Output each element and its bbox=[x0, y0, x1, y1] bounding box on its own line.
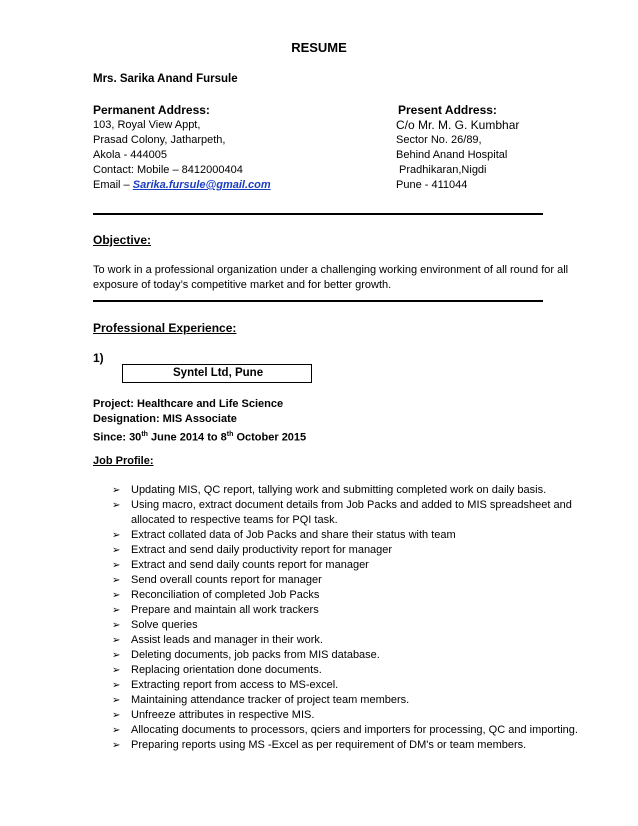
list-item-text: Prepare and maintain all work trackers bbox=[131, 604, 319, 616]
present-address-line: Pradhikaran,Nigdi bbox=[396, 164, 487, 176]
list-item bbox=[112, 588, 582, 603]
list-item bbox=[112, 738, 582, 753]
objective-text bbox=[93, 263, 568, 293]
list-item bbox=[112, 543, 582, 558]
permanent-address-line: Akola - 444005 bbox=[93, 149, 167, 161]
designation-line: Designation: MIS Associate bbox=[93, 413, 237, 425]
list-item bbox=[112, 528, 582, 543]
email-label: Email – bbox=[93, 179, 133, 191]
present-address-line: Behind Anand Hospital bbox=[396, 149, 508, 161]
list-item-text: Extract collated data of Job Packs and share their status with team bbox=[131, 529, 456, 541]
list-item-text: Unfreeze attributes in respective MIS. bbox=[131, 709, 315, 721]
since-line bbox=[93, 427, 306, 446]
permanent-contact-line: Contact: Mobile – 8412000404 bbox=[93, 164, 243, 176]
list-item bbox=[112, 498, 582, 528]
experience-number: 1) bbox=[93, 351, 104, 365]
arrow-bullet-icon: ➢ bbox=[112, 635, 121, 646]
divider bbox=[93, 213, 543, 215]
present-address-heading: Present Address: bbox=[398, 103, 497, 117]
since-superscript: th bbox=[226, 431, 234, 438]
permanent-address-line: 103, Royal View Appt, bbox=[93, 119, 201, 131]
arrow-bullet-icon: ➢ bbox=[112, 710, 121, 721]
list-item-text: Extracting report from access to MS-excel. bbox=[131, 679, 339, 691]
list-item-text: Allocating documents to processors, qciers and importers for processing, QC and importing. bbox=[131, 724, 578, 736]
arrow-bullet-icon: ➢ bbox=[112, 680, 121, 691]
list-item bbox=[112, 693, 582, 708]
arrow-bullet-icon: ➢ bbox=[112, 695, 121, 706]
email-line bbox=[93, 178, 271, 193]
company-box bbox=[122, 364, 312, 383]
list-item bbox=[112, 558, 582, 573]
list-item bbox=[112, 648, 582, 663]
list-item-text: Assist leads and manager in their work. bbox=[131, 634, 323, 646]
present-address-block bbox=[396, 133, 507, 193]
job-profile-list bbox=[112, 483, 582, 753]
list-item-text: Replacing orientation done documents. bbox=[131, 664, 322, 676]
arrow-bullet-icon: ➢ bbox=[112, 500, 121, 511]
objective-heading: Objective: bbox=[93, 233, 152, 247]
list-item bbox=[112, 708, 582, 723]
list-item-text: Deleting documents, job packs from MIS database. bbox=[131, 649, 380, 661]
list-item-text: Preparing reports using MS -Excel as per requirement of DM's or team members. bbox=[131, 739, 527, 751]
since-text: Since: 30 bbox=[93, 431, 142, 444]
arrow-bullet-icon: ➢ bbox=[112, 665, 121, 676]
arrow-bullet-icon: ➢ bbox=[112, 545, 121, 556]
arrow-bullet-icon: ➢ bbox=[112, 740, 121, 751]
list-item-text: Using macro, extract document details from Job Packs and added to MIS spreadsheet and allocated to respective teams for PQI task. bbox=[131, 499, 572, 526]
list-item-text: Reconciliation of completed Job Packs bbox=[131, 589, 320, 601]
list-item bbox=[112, 723, 582, 738]
list-item bbox=[112, 483, 582, 498]
list-item bbox=[112, 573, 582, 588]
arrow-bullet-icon: ➢ bbox=[112, 605, 121, 616]
list-item-text: Extract and send daily productivity report for manager bbox=[131, 544, 393, 556]
arrow-bullet-icon: ➢ bbox=[112, 620, 121, 631]
list-item-text: Maintaining attendance tracker of project team members. bbox=[131, 694, 410, 706]
list-item-text: Solve queries bbox=[131, 619, 198, 631]
project-line: Project: Healthcare and Life Science bbox=[93, 398, 284, 410]
since-text: June 2014 to 8 bbox=[147, 431, 227, 444]
present-address-line: C/o Mr. M. G. Kumbhar bbox=[396, 118, 520, 132]
permanent-address-heading: Permanent Address: bbox=[93, 103, 210, 117]
present-address-line: Pune - 411044 bbox=[396, 179, 468, 191]
experience-heading: Professional Experience: bbox=[93, 321, 237, 335]
objective-text-line: exposure of today’s competitive market and for better growth. bbox=[93, 279, 392, 291]
resume-title: RESUME bbox=[291, 40, 347, 55]
permanent-address-block bbox=[93, 118, 271, 193]
present-address-line: Sector No. 26/89, bbox=[396, 134, 482, 146]
arrow-bullet-icon: ➢ bbox=[112, 650, 121, 661]
since-text: October 2015 bbox=[233, 431, 307, 444]
list-item bbox=[112, 663, 582, 678]
list-item bbox=[112, 603, 582, 618]
permanent-address-line: Prasad Colony, Jatharpeth, bbox=[93, 134, 226, 146]
company-name: Syntel Ltd, Pune bbox=[173, 367, 264, 379]
arrow-bullet-icon: ➢ bbox=[112, 590, 121, 601]
list-item-text: Extract and send daily counts report for manager bbox=[131, 559, 369, 571]
list-item bbox=[112, 618, 582, 633]
job-profile-heading: Job Profile: bbox=[93, 455, 154, 467]
arrow-bullet-icon: ➢ bbox=[112, 725, 121, 736]
arrow-bullet-icon: ➢ bbox=[112, 575, 121, 586]
list-item bbox=[112, 633, 582, 648]
arrow-bullet-icon: ➢ bbox=[112, 485, 121, 496]
divider bbox=[93, 300, 543, 302]
list-item bbox=[112, 678, 582, 693]
since-superscript: th bbox=[141, 431, 148, 438]
email-link[interactable]: Sarika.fursule@gmail.com bbox=[132, 179, 271, 191]
list-item-text: Updating MIS, QC report, tallying work and submitting completed work on daily basis. bbox=[131, 484, 547, 496]
candidate-name: Mrs. Sarika Anand Fursule bbox=[93, 73, 238, 85]
experience-meta bbox=[93, 397, 306, 446]
list-item-text: Send overall counts report for manager bbox=[131, 574, 322, 586]
arrow-bullet-icon: ➢ bbox=[112, 530, 121, 541]
objective-text-line: To work in a professional organization under a challenging working environment of all round for all bbox=[93, 264, 569, 276]
arrow-bullet-icon: ➢ bbox=[112, 560, 121, 571]
